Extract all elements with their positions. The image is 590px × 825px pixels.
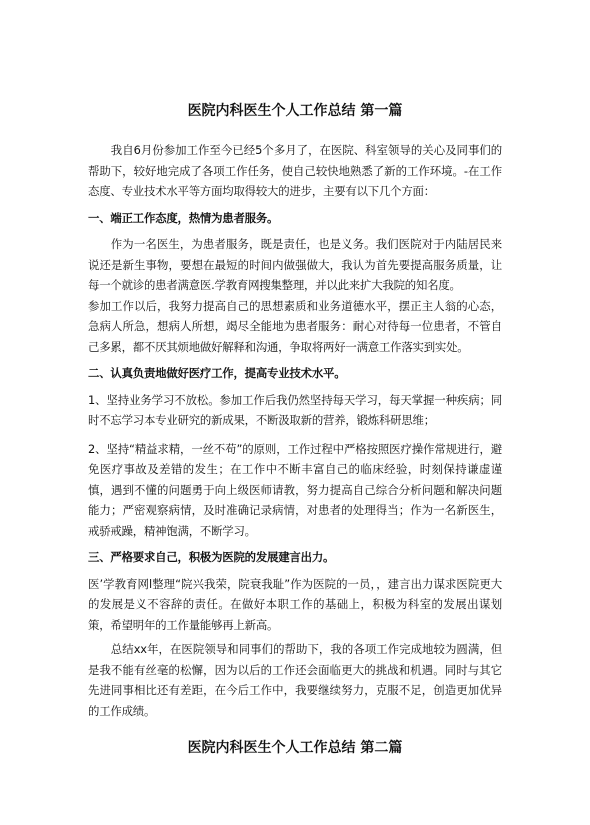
section-3-heading: 三、严格要求自己，积极为医院的发展建言出力。 — [88, 550, 335, 564]
section-1-heading: 一、端正工作态度，热情为患者服务。 — [88, 210, 279, 225]
section-2-paragraph-2: 2、坚持“精益求精，一丝不苟”的原则，工作过程中严格按照医疗操作常规进行，避免医疗事故及差错的发生；在工作中不断丰富自己的临床经验，时刻保持谦虚谨慎，遇到不懂的问题勇于向上级医师请教，努力提高自己综合分析问题和解决问题能力；严密观察病情，及时准确记录病情，对患者的处理得当；作为一名新医生，戒骄戒躁，精神饱满，不断学习。 — [88, 441, 502, 538]
section-2-paragraph-1: 1、坚持业务学习不放松。参加工作后我仍然坚持每天学习，每天掌握一种疾病；同时不忘学习本专业研究的新成果，不断汲取新的营养，锻炼科研思维； — [88, 392, 502, 427]
document-title-first: 医院内科医生个人工作总结 第一篇 — [187, 103, 403, 119]
section-2-heading: 二、认真负责地做好医疗工作，提高专业技术水平。 — [88, 366, 346, 380]
section-1-paragraph-2: 参加工作以后，我努力提高自己的思想素质和业务道德水平，摆正主人翁的心态，急病人所急，想病人所想，竭尽全能地为患者服务：耐心对待每一位患者，不管自己多累，都不厌其烦地做好解释和沟通，争取将两好一满意工作落实到实处。 — [88, 298, 502, 354]
section-3-paragraph-1: 医’学教育网l整理“院兴我荣，院衰我耻”作为医院的一员，，建言出力谋求医院更大的发展是义不容辞的责任。在做好本职工作的基础上，积极为科室的发展出谋划策，希望明年的工作量能够再上新高。 — [88, 576, 502, 632]
document-title-second: 医院内科医生个人工作总结 第二篇 — [187, 740, 403, 756]
section-3-paragraph-2: 总结xx年，在医院领导和同事们的帮助下，我的各项工作完成地较为圆满，但是我不能有丝毫的松懈，因为以后的工作还会面临更大的挑战和机遇。同时与其它先进同事相比还有差距，在今后工作中，我要继续努力，克服不足，创造更加优异的工作成绩。 — [88, 642, 502, 718]
section-1-paragraph-1: 作为一名医生，为患者服务，既是责任，也是义务。我们医院对于内陆居民来说还是新生事物，要想在最短的时间内做强做大，我认为首先要提高服务质量，让每一个就诊的患者满意医.学教育网搜集整理，并以此来扩大我院的知名度。 — [88, 237, 502, 292]
intro-paragraph: 我自6月份参加工作至今已经5个多月了，在医院、科室领导的关心及同事们的帮助下，较好地完成了各项工作任务，使自己较快地熟悉了新的工作环境。-在工作态度、专业技术水平等方面均取得较大的进步，主要有以下几个方面： — [88, 143, 502, 198]
